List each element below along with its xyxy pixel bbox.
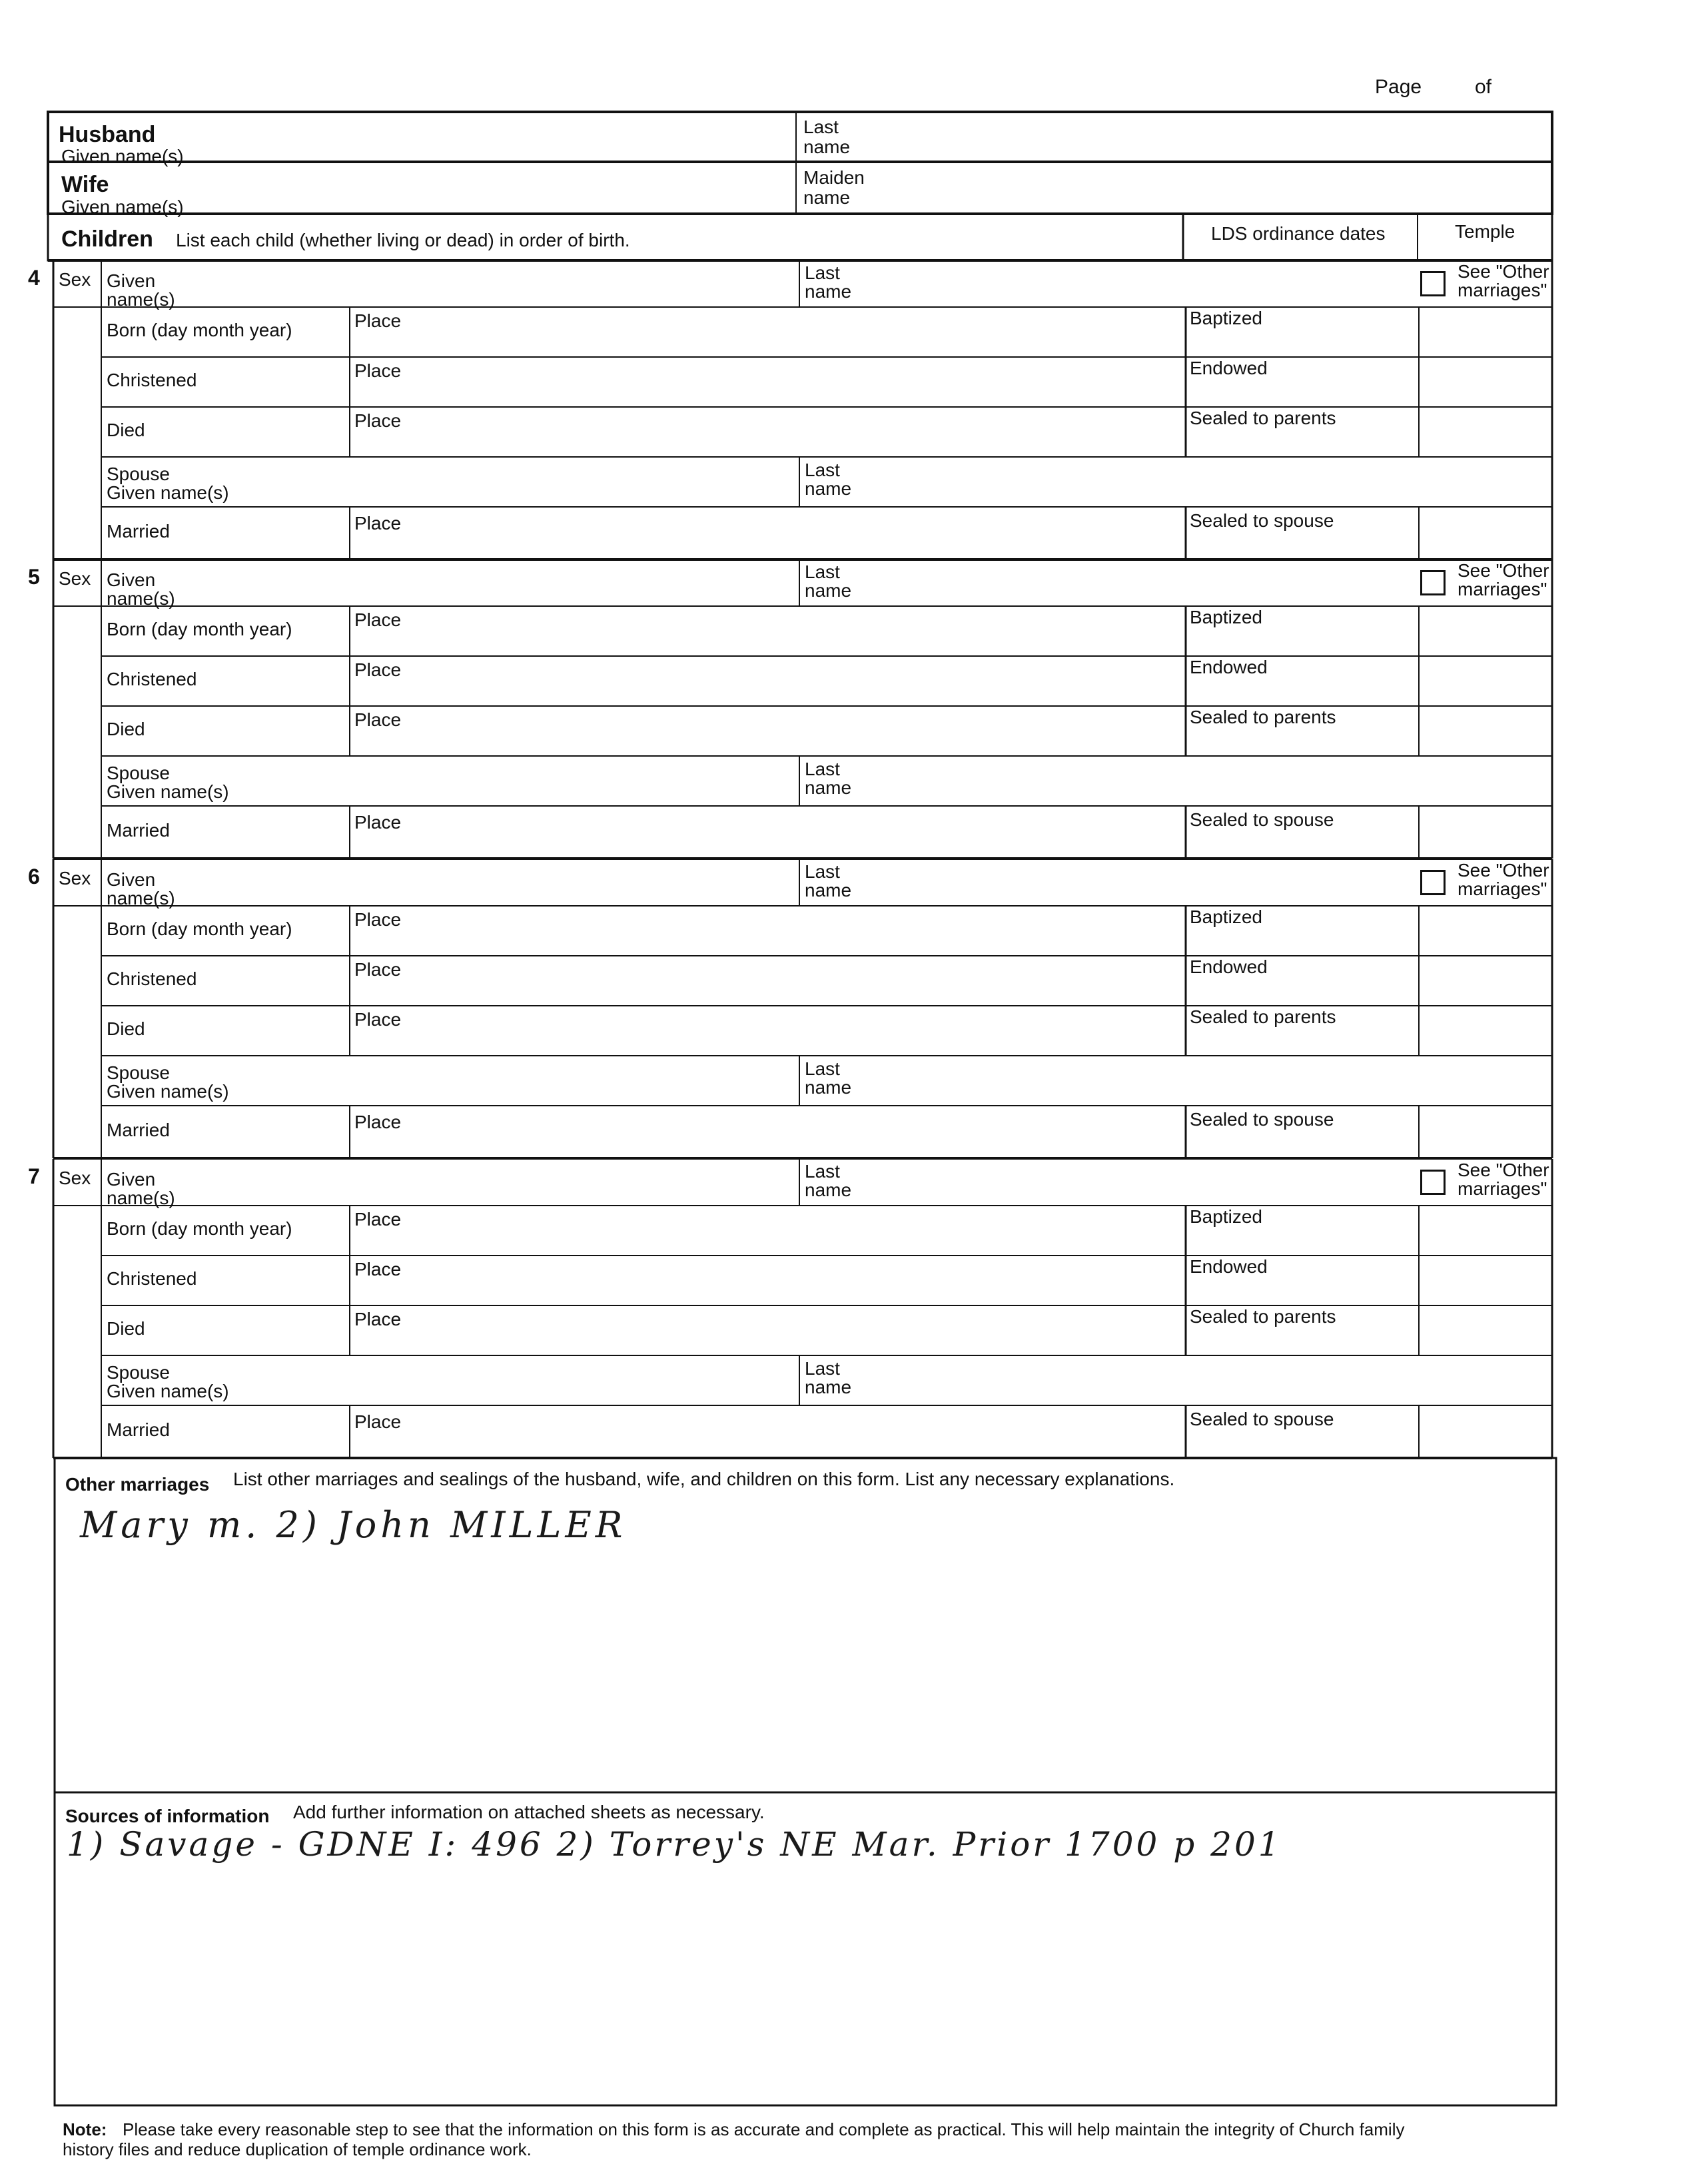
- place-label: Place: [354, 959, 402, 980]
- spouse-last-label-2: name: [805, 1377, 852, 1397]
- born-label: Born (day month year): [107, 918, 292, 939]
- baptized-label: Baptized: [1190, 907, 1262, 927]
- other-marriages-checkbox[interactable]: [1420, 570, 1446, 595]
- last-label-2: name: [805, 580, 852, 601]
- see-other-label-2: marriages": [1458, 280, 1547, 300]
- last-label: Last: [805, 1161, 840, 1182]
- given-label-2: name(s): [107, 289, 175, 310]
- born-label: Born (day month year): [107, 619, 292, 639]
- sources-instruction: Add further information on attached sheets as necessary.: [293, 1802, 765, 1822]
- note-text-line-1: Please take every reasonable step to see that the information on this form is as accurate and complete as practical. This will help maintain the integrity of Church family: [123, 2119, 1405, 2139]
- husband-last-label: Last: [803, 117, 839, 137]
- married-label: Married: [107, 820, 170, 841]
- endowed-temple-field[interactable]: [1424, 362, 1544, 402]
- sex-label: Sex: [59, 868, 91, 889]
- given-label: Given: [107, 569, 156, 590]
- place-label: Place: [354, 360, 402, 381]
- married-label: Married: [107, 1419, 170, 1440]
- married-label: Married: [107, 521, 170, 542]
- of-label: of: [1475, 76, 1492, 98]
- last-label: Last: [805, 861, 840, 882]
- given-label-2: name(s): [107, 588, 175, 609]
- see-other-label-2: marriages": [1458, 879, 1547, 899]
- wife-maiden-field[interactable]: [886, 168, 1539, 208]
- given-label-2: name(s): [107, 1188, 175, 1208]
- children-title: Children: [61, 226, 153, 252]
- christened-label: Christened: [107, 968, 197, 989]
- born-place-field[interactable]: [493, 611, 1172, 651]
- spouse-last-label: Last: [805, 1058, 840, 1079]
- married-place-label: Place: [354, 513, 402, 534]
- see-other-label: See "Other: [1458, 1160, 1549, 1180]
- sealed-parents-label: Sealed to parents: [1190, 408, 1336, 428]
- born-place-field[interactable]: [493, 911, 1172, 951]
- endowed-label: Endowed: [1190, 956, 1268, 977]
- baptized-temple-field[interactable]: [1424, 911, 1544, 951]
- born-place-field[interactable]: [493, 1211, 1172, 1251]
- born-place-field[interactable]: [493, 312, 1172, 352]
- last-label-2: name: [805, 1180, 852, 1200]
- married-place-label: Place: [354, 1411, 402, 1432]
- children-instruction: List each child (whether living or dead) in order of birth.: [176, 230, 630, 250]
- page-label: Page: [1375, 76, 1422, 98]
- baptized-temple-field[interactable]: [1424, 1211, 1544, 1251]
- born-label: Born (day month year): [107, 320, 292, 340]
- died-place-field[interactable]: [493, 1311, 1172, 1351]
- husband-given-field[interactable]: [400, 117, 786, 157]
- wife-given-label: Given name(s): [61, 196, 184, 217]
- wife-maiden-label: Maiden: [803, 167, 865, 188]
- married-place-label: Place: [354, 812, 402, 833]
- husband-given-label: Given name(s): [61, 146, 184, 167]
- christened-place-field[interactable]: [493, 362, 1172, 402]
- spouse-last-label: Last: [805, 759, 840, 779]
- given-label-2: name(s): [107, 888, 175, 909]
- other-marriages-instruction: List other marriages and sealings of the husband, wife, and children on this form. List any necessary explanations.: [233, 1469, 1175, 1489]
- child-number: 5: [28, 565, 40, 589]
- died-place-field[interactable]: [493, 412, 1172, 452]
- spouse-last-label: Last: [805, 1358, 840, 1379]
- died-place-field[interactable]: [493, 1011, 1172, 1051]
- married-label: Married: [107, 1120, 170, 1140]
- other-marriages-checkbox[interactable]: [1420, 870, 1446, 895]
- endowed-temple-field[interactable]: [1424, 961, 1544, 1001]
- child-number: 6: [28, 865, 40, 889]
- endowed-temple-field[interactable]: [1424, 1261, 1544, 1301]
- last-label: Last: [805, 561, 840, 582]
- note-title: Note:: [63, 2119, 107, 2139]
- place-label: Place: [354, 1009, 402, 1030]
- spouse-label: Spouse: [107, 763, 170, 783]
- husband-last-field[interactable]: [886, 117, 1539, 157]
- wife-maiden-label-2: name: [803, 187, 851, 208]
- married-place-label: Place: [354, 1112, 402, 1132]
- sealed-parents-label: Sealed to parents: [1190, 1306, 1336, 1327]
- sealed-parents-label: Sealed to parents: [1190, 1006, 1336, 1027]
- spouse-last-label: Last: [805, 460, 840, 480]
- baptized-temple-field[interactable]: [1424, 611, 1544, 651]
- sex-label: Sex: [59, 1168, 91, 1188]
- other-marriages-title: Other marriages: [65, 1474, 210, 1495]
- spouse-label: Spouse: [107, 464, 170, 484]
- sex-label: Sex: [59, 568, 91, 589]
- spouse-given-label: Given name(s): [107, 781, 229, 802]
- sources-title: Sources of information: [65, 1806, 270, 1826]
- see-other-label: See "Other: [1458, 860, 1549, 881]
- place-label: Place: [354, 659, 402, 680]
- sealed-parents-temple-field[interactable]: [1424, 711, 1544, 751]
- endowed-label: Endowed: [1190, 358, 1268, 378]
- spouse-last-label-2: name: [805, 777, 852, 798]
- temple-label: Temple: [1455, 221, 1515, 242]
- place-label: Place: [354, 709, 402, 730]
- other-marriages-entry[interactable]: Mary m. 2) John MILLER: [80, 1504, 627, 1546]
- place-label: Place: [354, 1259, 402, 1279]
- sealed-spouse-label: Sealed to spouse: [1190, 510, 1334, 531]
- christened-label: Christened: [107, 669, 197, 689]
- baptized-label: Baptized: [1190, 308, 1262, 328]
- sealed-parents-temple-field[interactable]: [1424, 1311, 1544, 1351]
- baptized-label: Baptized: [1190, 1206, 1262, 1227]
- given-label: Given: [107, 869, 156, 890]
- wife-given-field[interactable]: [400, 168, 786, 208]
- christened-place-field[interactable]: [493, 1261, 1172, 1301]
- child-number: 4: [28, 266, 40, 290]
- spouse-given-label: Given name(s): [107, 482, 229, 503]
- christened-place-field[interactable]: [493, 661, 1172, 701]
- see-other-label: See "Other: [1458, 560, 1549, 581]
- given-label: Given: [107, 1169, 156, 1190]
- see-other-label-2: marriages": [1458, 579, 1547, 599]
- place-label: Place: [354, 909, 402, 930]
- died-label: Died: [107, 420, 145, 440]
- died-place-field[interactable]: [493, 711, 1172, 751]
- baptized-temple-field[interactable]: [1424, 312, 1544, 352]
- sources-entry[interactable]: 1) Savage - GDNE I: 496 2) Torrey's NE Mar. Prior 1700 p 201: [67, 1825, 1282, 1864]
- see-other-label-2: marriages": [1458, 1178, 1547, 1199]
- husband-title: Husband: [59, 122, 156, 147]
- sealed-spouse-label: Sealed to spouse: [1190, 809, 1334, 830]
- other-marriages-checkbox[interactable]: [1420, 1170, 1446, 1195]
- born-label: Born (day month year): [107, 1218, 292, 1239]
- note-text-line-2: history files and reduce duplication of temple ordinance work.: [63, 2139, 532, 2159]
- place-label: Place: [354, 609, 402, 630]
- endowed-temple-field[interactable]: [1424, 661, 1544, 701]
- christened-place-field[interactable]: [493, 961, 1172, 1001]
- endowed-label: Endowed: [1190, 657, 1268, 677]
- other-marriages-checkbox[interactable]: [1420, 271, 1446, 296]
- died-label: Died: [107, 1318, 145, 1339]
- lds-ordinance-label: LDS ordinance dates: [1211, 223, 1386, 244]
- see-other-label: See "Other: [1458, 261, 1549, 282]
- spouse-given-label: Given name(s): [107, 1381, 229, 1401]
- place-label: Place: [354, 1309, 402, 1329]
- place-label: Place: [354, 410, 402, 431]
- sealed-parents-temple-field[interactable]: [1424, 412, 1544, 452]
- died-label: Died: [107, 719, 145, 739]
- place-label: Place: [354, 310, 402, 331]
- christened-label: Christened: [107, 1268, 197, 1289]
- endowed-label: Endowed: [1190, 1256, 1268, 1277]
- wife-title: Wife: [61, 172, 109, 197]
- spouse-label: Spouse: [107, 1362, 170, 1383]
- child-number: 7: [28, 1164, 40, 1188]
- spouse-last-label-2: name: [805, 478, 852, 499]
- spouse-label: Spouse: [107, 1062, 170, 1083]
- last-label: Last: [805, 262, 840, 283]
- baptized-label: Baptized: [1190, 607, 1262, 627]
- sex-label: Sex: [59, 269, 91, 290]
- sealed-spouse-label: Sealed to spouse: [1190, 1409, 1334, 1429]
- spouse-last-label-2: name: [805, 1077, 852, 1098]
- sealed-parents-temple-field[interactable]: [1424, 1011, 1544, 1051]
- sealed-spouse-label: Sealed to spouse: [1190, 1109, 1334, 1130]
- husband-last-label-2: name: [803, 137, 851, 157]
- last-label-2: name: [805, 281, 852, 302]
- sealed-parents-label: Sealed to parents: [1190, 707, 1336, 727]
- place-label: Place: [354, 1209, 402, 1230]
- christened-label: Christened: [107, 370, 197, 390]
- given-label: Given: [107, 270, 156, 291]
- last-label-2: name: [805, 880, 852, 901]
- spouse-given-label: Given name(s): [107, 1081, 229, 1102]
- died-label: Died: [107, 1018, 145, 1039]
